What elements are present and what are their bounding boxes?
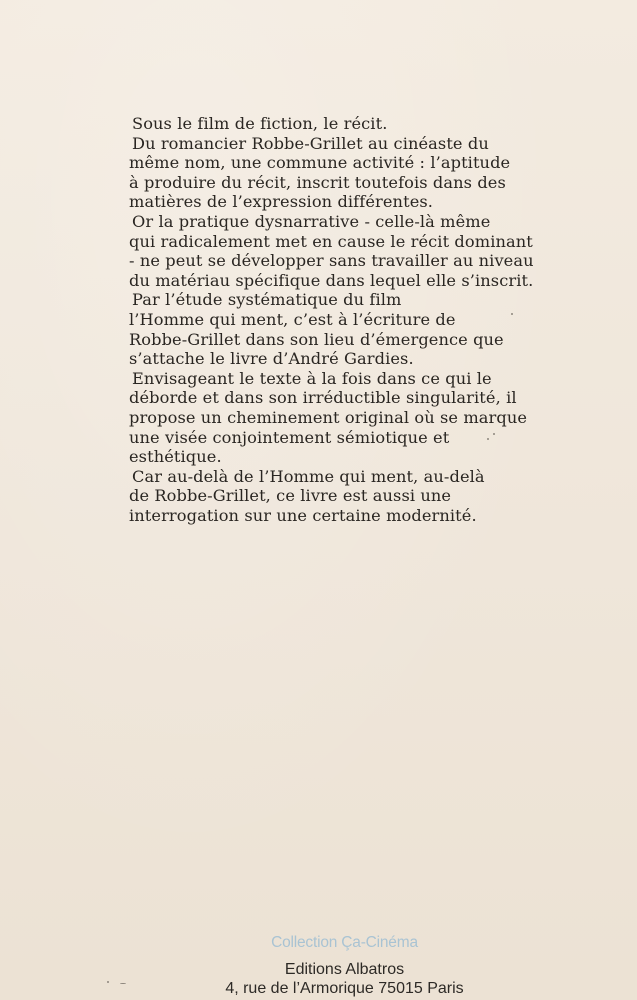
text-line: même nom, une commune activité : l’aptitude: [129, 153, 511, 173]
text-line: Par l’étude systématique du film: [132, 290, 402, 310]
text-line: Sous le film de fiction, le récit.: [132, 114, 388, 133]
publisher-name: Editions Albatros: [284, 961, 405, 978]
text-line: l’Homme qui ment, c’est à l’écriture de: [129, 309, 456, 329]
paper-speck: [493, 433, 495, 435]
text-line: esthétique.: [129, 447, 222, 467]
text-line: Envisageant le texte à la fois dans ce qui le: [132, 368, 492, 388]
paper-speck: [487, 438, 489, 440]
collection-name: Collection Ça-Cinéma: [271, 934, 418, 951]
text-line: du matériau spécifique dans lequel elle s’inscrit.: [129, 270, 534, 290]
blurb-text: [129, 114, 572, 525]
text-line: une visée conjointement sémiotique et: [129, 427, 450, 447]
text-line: Or la pratique dysnarrative - celle-là même: [132, 211, 491, 231]
text-line: matières de l’expression différentes.: [129, 192, 434, 212]
blurb-paragraph-1: [132, 114, 572, 134]
text-line: à produire du récit, inscrit toutefois dans des: [129, 172, 506, 192]
publisher-address: 4, rue de l’Armorique 75015 Paris: [225, 980, 464, 997]
blurb-paragraph-3: [129, 211, 572, 290]
text-line: de Robbe-Grillet, ce livre est aussi une: [129, 486, 452, 506]
text-line: déborde et dans son irréductible singularité, il: [129, 388, 517, 408]
text-line: Robbe-Grillet dans son lieu d’émergence que: [129, 329, 504, 349]
text-line: qui radicalement met en cause le récit dominant: [129, 231, 533, 251]
paper-speck: [511, 313, 513, 315]
text-line: propose un cheminement original où se marque: [129, 407, 528, 427]
blurb-paragraph-5: [129, 368, 572, 467]
text-line: - ne peut se développer sans travailler au niveau: [129, 251, 534, 271]
blurb-paragraph-6: [129, 466, 572, 526]
text-line: Du romancier Robbe-Grillet au cinéaste du: [132, 133, 489, 153]
blurb-paragraph-4: [129, 290, 572, 369]
text-line: interrogation sur une certaine modernité.: [129, 505, 477, 525]
text-line: s’attache le livre d’André Gardies.: [129, 349, 414, 369]
blurb-paragraph-2: [129, 133, 572, 212]
text-line: Car au-delà de l’Homme qui ment, au-delà: [132, 466, 485, 486]
